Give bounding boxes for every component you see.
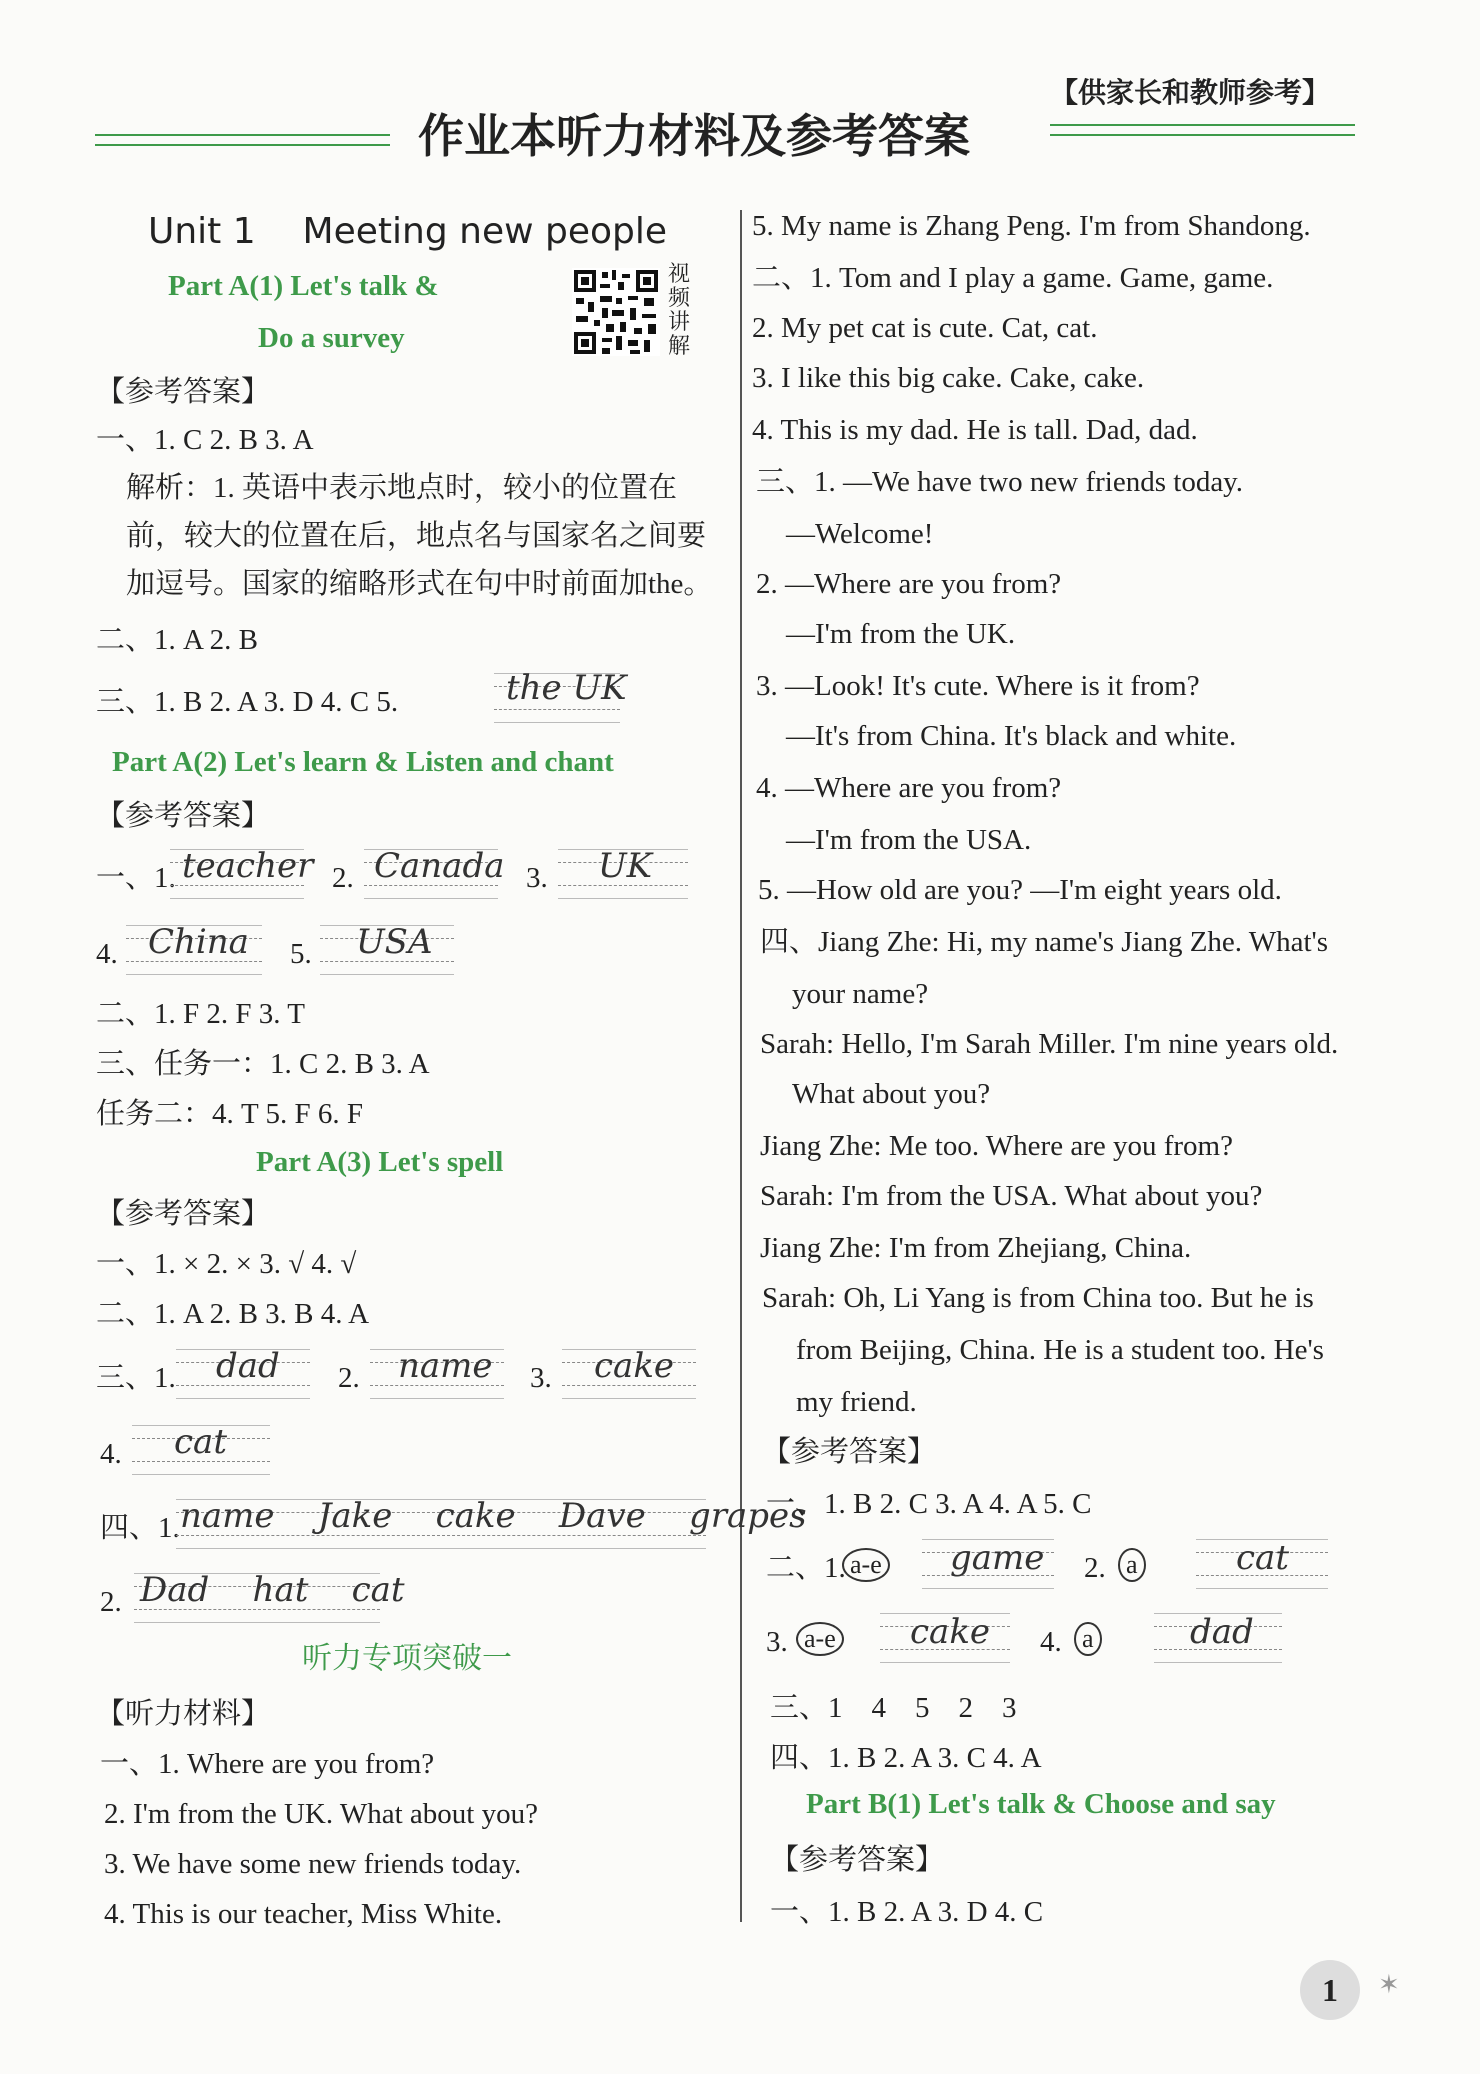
a3-q1: 一、1. × 2. × 3. √ 4. √: [96, 1248, 357, 1280]
answer-num: 2.: [1084, 1552, 1106, 1584]
right-line: Sarah: Hello, I'm Sarah Miller. I'm nine years old.: [760, 1028, 1339, 1060]
answer-line: 一、1. B 2. A 3. D 4. C: [770, 1896, 1044, 1928]
right-line: 2. My pet cat is cute. Cat, cat.: [752, 312, 1098, 344]
part-a1-title-1: Part A(1) Let's talk &: [168, 270, 439, 302]
header-note: 【供家长和教师参考】: [1050, 78, 1331, 109]
handwritten-answer: name: [398, 1346, 493, 1386]
a2-q3: 三、任务一：1. C 2. B 3. A: [96, 1048, 430, 1080]
answer-label: 【参考答案】: [96, 376, 271, 408]
handwritten-answer: cat: [174, 1422, 227, 1462]
right-line: Jiang Zhe: I'm from Zhejiang, China.: [760, 1232, 1192, 1264]
a2-num: 一、1.: [96, 862, 176, 894]
a3-num: 4.: [100, 1438, 122, 1470]
a2-num: 2.: [332, 862, 354, 894]
handwritten-answer: USA: [356, 922, 433, 962]
a3-q2: 二、1. A 2. B 3. B 4. A: [96, 1298, 370, 1330]
a1-explanation-3: 加逗号。国家的缩略形式在句中时前面加the。: [126, 568, 713, 600]
right-line: 二、1. Tom and I play a game. Game, game.: [752, 262, 1274, 294]
right-line: 3. —Look! It's cute. Where is it from?: [756, 670, 1200, 702]
right-line: 四、Jiang Zhe: Hi, my name's Jiang Zhe. What's: [760, 926, 1329, 958]
circled-letter: a: [1074, 1622, 1102, 1656]
a3-num: 2.: [100, 1586, 122, 1618]
answer-num: 4.: [1040, 1626, 1062, 1658]
handwritten-answer: the UK: [506, 668, 627, 708]
right-line: 2. —Where are you from?: [756, 568, 1062, 600]
handwritten-answer: China: [148, 922, 249, 962]
header-rule-right: [1050, 124, 1355, 136]
right-line: —I'm from the UK.: [786, 618, 1016, 650]
right-line: my friend.: [796, 1386, 917, 1418]
a1-q1: 一、1. C 2. B 3. A: [96, 424, 314, 456]
right-line: 三、1. —We have two new friends today.: [756, 466, 1244, 498]
part-b1-title: Part B(1) Let's talk & Choose and say: [806, 1788, 1276, 1820]
a2-num: 4.: [96, 938, 118, 970]
handwritten-answer: game: [950, 1538, 1045, 1578]
material-line: 一、1. Where are you from?: [100, 1748, 435, 1780]
answer-line: 一、1. B 2. C 3. A 4. A 5. C: [766, 1488, 1092, 1520]
handwritten-answer: Dad hat cat: [140, 1570, 405, 1610]
star-icon: ✶: [1378, 1970, 1400, 2000]
answer-label: 【参考答案】: [762, 1436, 937, 1468]
a1-explanation-2: 前，较大的位置在后，地点名与国家名之间要: [126, 520, 707, 552]
page-title: 作业本听力材料及参考答案: [418, 109, 970, 163]
right-line: 4. —Where are you from?: [756, 772, 1062, 804]
unit-name: Meeting new people: [302, 211, 668, 252]
part-a1-title-2: Do a survey: [258, 322, 405, 354]
right-line: Sarah: I'm from the USA. What about you?: [760, 1180, 1263, 1212]
a2-num: 5.: [290, 938, 312, 970]
page-number: 1: [1322, 1972, 1338, 2008]
handwritten-answer: name Jake cake Dave grapes: [180, 1496, 807, 1536]
handwritten-answer: UK: [598, 846, 653, 886]
answer-num: 3.: [766, 1626, 788, 1658]
right-line: —I'm from the USA.: [786, 824, 1032, 856]
unit-title: [148, 210, 667, 254]
part-a2-title: Part A(2) Let's learn & Listen and chant: [112, 746, 614, 778]
right-line: Jiang Zhe: Me too. Where are you from?: [760, 1130, 1233, 1162]
right-line: from Beijing, China. He is a student too. He's: [796, 1334, 1324, 1366]
right-line: 5. —How old are you? —I'm eight years old.: [758, 874, 1282, 906]
listening-title: 听力专项突破一: [302, 1641, 512, 1676]
right-line: —Welcome!: [786, 518, 934, 550]
handwritten-answer: cake: [594, 1346, 675, 1386]
a1-q3: 三、1. B 2. A 3. D 4. C 5.: [96, 686, 399, 718]
material-line: 2. I'm from the UK. What about you?: [104, 1798, 538, 1830]
handwritten-answer: cake: [910, 1612, 991, 1652]
a1-q2: 二、1. A 2. B: [96, 624, 258, 656]
right-line: your name?: [792, 978, 929, 1010]
a3-num: 3.: [530, 1362, 552, 1394]
a3-num: 四、1.: [100, 1512, 180, 1544]
material-line: 4. This is our teacher, Miss White.: [104, 1898, 503, 1930]
header-rule-left: [95, 134, 390, 146]
material-line: 3. We have some new friends today.: [104, 1848, 522, 1880]
answer-line: 三、1 4 5 2 3: [770, 1692, 1017, 1724]
answer-line: 四、1. B 2. A 3. C 4. A: [770, 1742, 1042, 1774]
part-a3-title: Part A(3) Let's spell: [256, 1146, 504, 1178]
right-line: 3. I like this big cake. Cake, cake.: [752, 362, 1145, 394]
right-line: —It's from China. It's black and white.: [786, 720, 1237, 752]
handwritten-answer: cat: [1236, 1538, 1289, 1578]
a1-explanation-1: 解析：1. 英语中表示地点时，较小的位置在: [126, 472, 678, 504]
right-line: 5. My name is Zhang Peng. I'm from Shandong.: [752, 210, 1311, 242]
handwritten-answer: teacher: [182, 846, 314, 886]
a2-num: 3.: [526, 862, 548, 894]
material-label: 【听力材料】: [96, 1698, 271, 1730]
qr-code-icon[interactable]: [572, 268, 660, 356]
right-line: Sarah: Oh, Li Yang is from China too. But he is: [762, 1282, 1314, 1314]
answer-label: 【参考答案】: [770, 1844, 945, 1876]
a2-q2: 二、1. F 2. F 3. T: [96, 998, 305, 1030]
a3-num: 2.: [338, 1362, 360, 1394]
handwritten-answer: dad: [1190, 1612, 1254, 1652]
right-line: 4. This is my dad. He is tall. Dad, dad.: [752, 414, 1198, 446]
unit-label: Unit 1: [148, 211, 256, 252]
answer-label: 【参考答案】: [96, 800, 271, 832]
right-line: What about you?: [792, 1078, 991, 1110]
circled-letter: a: [1118, 1548, 1146, 1582]
handwritten-answer: dad: [216, 1346, 280, 1386]
a3-num: 三、1.: [96, 1362, 176, 1394]
circled-letter: a-e: [796, 1622, 844, 1656]
circled-letter: a-e: [842, 1548, 890, 1582]
column-divider: [740, 210, 742, 1922]
answer-num: 二、1.: [766, 1552, 846, 1584]
answer-label: 【参考答案】: [96, 1198, 271, 1230]
qr-caption: 视 频 讲 解: [668, 261, 691, 358]
page-number-badge: [1300, 1960, 1360, 2020]
handwritten-answer: Canada: [374, 846, 505, 886]
a2-q4: 任务二：4. T 5. F 6. F: [96, 1098, 363, 1130]
